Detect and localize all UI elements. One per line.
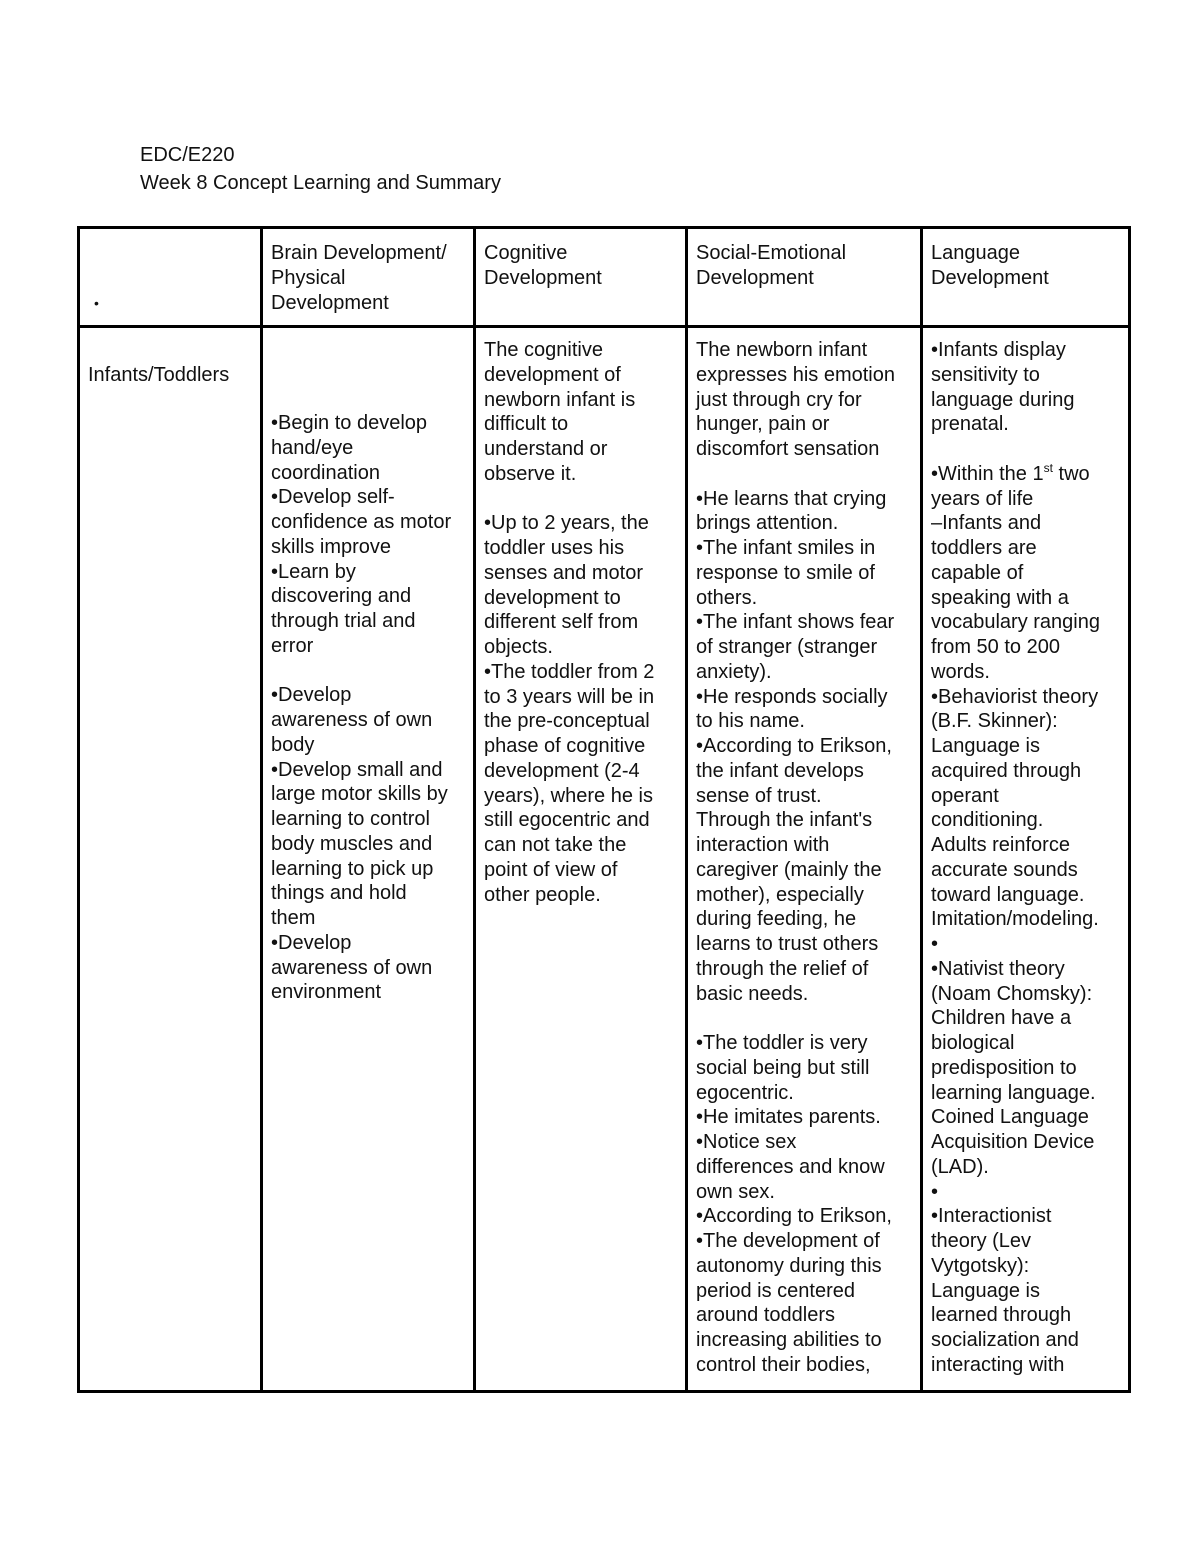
text-line: through the relief of bbox=[696, 957, 869, 980]
text-line bbox=[484, 487, 679, 512]
text-line: development of bbox=[484, 363, 621, 386]
text-line: Development bbox=[696, 266, 814, 289]
language-development-text bbox=[923, 328, 1128, 1378]
header-brain-development bbox=[262, 228, 475, 327]
text-line: just through cry for bbox=[696, 388, 862, 411]
column-heading bbox=[688, 229, 920, 291]
text-line: egocentric. bbox=[696, 1081, 794, 1104]
text-line: Development bbox=[271, 291, 389, 314]
text-line: learning language. bbox=[931, 1081, 1096, 1104]
text-line: skills improve bbox=[271, 535, 392, 558]
text-line: social being but still bbox=[696, 1056, 870, 1079]
text-line: •He imitates parents. bbox=[696, 1106, 881, 1129]
text-line: •Nativist theory bbox=[931, 957, 1065, 980]
text-line: accurate sounds bbox=[931, 858, 1078, 881]
text-line: •Notice sex bbox=[696, 1131, 797, 1153]
text-line: •The toddler from 2 bbox=[484, 660, 655, 683]
text-line: learning to pick up bbox=[271, 857, 434, 880]
column-heading bbox=[263, 229, 473, 315]
text-line: Development bbox=[931, 266, 1049, 289]
text-line: body muscles and bbox=[271, 832, 433, 855]
text-line: to his name. bbox=[696, 710, 805, 733]
text-line: discovering and bbox=[271, 585, 412, 608]
text-line: •According to Erikson, bbox=[696, 1205, 892, 1228]
text-line: from 50 to 200 bbox=[931, 636, 1060, 658]
text-line: Language bbox=[931, 242, 1020, 264]
text-line: •The toddler is very bbox=[696, 1032, 868, 1054]
table-header-row bbox=[79, 228, 1130, 327]
text-line: phase of cognitive bbox=[484, 735, 646, 757]
text-line: years), where he is bbox=[484, 784, 653, 807]
text-line: Cognitive bbox=[484, 242, 568, 264]
text-line: •Develop bbox=[271, 684, 352, 707]
text-line: Vytgotsky): bbox=[931, 1254, 1030, 1277]
language-first-years-post: two bbox=[1052, 462, 1090, 485]
text-line: Language is bbox=[931, 735, 1040, 757]
text-line: confidence as motor bbox=[271, 511, 452, 533]
text-line: •He learns that crying bbox=[696, 487, 887, 510]
text-line: Social-Emotional bbox=[696, 242, 847, 264]
text-line: autonomy during this bbox=[696, 1254, 882, 1277]
text-line: Acquisition Device bbox=[931, 1131, 1095, 1153]
text-line: during feeding, he bbox=[696, 908, 857, 931]
table-row bbox=[79, 327, 1130, 1392]
text-line: other people. bbox=[484, 883, 601, 906]
text-line: •Begin to develop bbox=[271, 412, 428, 434]
text-line: Language is bbox=[931, 1279, 1040, 1302]
text-line: •The infant smiles in bbox=[696, 537, 876, 559]
text-line: predisposition to bbox=[931, 1056, 1077, 1079]
course-code: EDC/E220 bbox=[140, 144, 235, 166]
text-line bbox=[696, 462, 914, 487]
text-line: awareness of own bbox=[271, 956, 433, 979]
text-line: the pre-conceptual bbox=[484, 710, 650, 733]
text-line: others. bbox=[696, 586, 758, 609]
text-line: Adults reinforce bbox=[931, 834, 1070, 856]
text-line: error bbox=[271, 634, 314, 657]
text-line: capable of bbox=[931, 561, 1024, 584]
text-line: years of life bbox=[931, 487, 1034, 510]
text-line: The cognitive bbox=[484, 339, 603, 361]
text-line: objects. bbox=[484, 636, 553, 658]
language-first-years-pre: •Within the 1 bbox=[931, 462, 1044, 485]
text-line: coordination bbox=[271, 461, 380, 484]
text-line: vocabulary ranging bbox=[931, 611, 1100, 634]
text-line: understand or bbox=[484, 438, 608, 460]
text-line: (LAD). bbox=[931, 1155, 989, 1178]
text-line bbox=[696, 1006, 914, 1031]
text-line: discomfort sensation bbox=[696, 438, 880, 460]
text-line: language during bbox=[931, 388, 1075, 411]
text-line: •Infants display bbox=[931, 339, 1066, 361]
text-line: • bbox=[931, 1180, 939, 1203]
text-line: •Up to 2 years, the bbox=[484, 512, 649, 535]
text-line: •According to Erikson, bbox=[696, 735, 892, 757]
text-line: the infant develops bbox=[696, 759, 864, 782]
text-line: prenatal. bbox=[931, 413, 1009, 436]
text-line: learned through bbox=[931, 1304, 1072, 1327]
text-line: •The infant shows fear bbox=[696, 611, 895, 634]
row-label: Infants/Toddlers bbox=[88, 364, 230, 386]
text-line: different self from bbox=[484, 611, 639, 634]
concept-summary-table bbox=[77, 226, 1131, 1393]
text-line: things and hold bbox=[271, 882, 407, 905]
brain-development-cell bbox=[262, 327, 475, 1392]
text-line: expresses his emotion bbox=[696, 363, 895, 386]
text-line: newborn infant is bbox=[484, 388, 636, 411]
text-line: through trial and bbox=[271, 610, 416, 632]
text-line: caregiver (mainly the bbox=[696, 858, 882, 881]
document-title: Week 8 Concept Learning and Summary bbox=[140, 172, 501, 194]
text-line: •Interactionist bbox=[931, 1205, 1052, 1228]
header-language-development bbox=[922, 228, 1130, 327]
text-line: body bbox=[271, 733, 315, 756]
social-emotional-development-cell bbox=[687, 327, 922, 1392]
brain-development-text bbox=[263, 328, 473, 1005]
text-line: of stranger (stranger bbox=[696, 636, 878, 658]
text-line: senses and motor bbox=[484, 561, 643, 584]
text-line: •Develop self- bbox=[271, 486, 395, 509]
text-line bbox=[931, 437, 1122, 462]
text-line: can not take the bbox=[484, 834, 627, 856]
text-line: socialization and bbox=[931, 1329, 1079, 1351]
text-line: interaction with bbox=[696, 834, 830, 856]
text-line: •Behaviorist theory bbox=[931, 685, 1099, 708]
corner-bullet: • bbox=[94, 295, 99, 311]
row-label-cell bbox=[79, 327, 262, 1392]
text-line: awareness of own bbox=[271, 709, 433, 731]
text-line: period is centered bbox=[696, 1279, 855, 1302]
text-line: anxiety). bbox=[696, 660, 772, 683]
text-line: theory (Lev bbox=[931, 1230, 1032, 1252]
text-line: large motor skills by bbox=[271, 783, 448, 806]
text-line: hand/eye bbox=[271, 436, 354, 459]
text-line: words. bbox=[931, 660, 990, 683]
text-line: • bbox=[931, 933, 939, 955]
text-line: point of view of bbox=[484, 858, 618, 881]
text-line: basic needs. bbox=[696, 982, 809, 1005]
cognitive-development-text bbox=[476, 328, 685, 907]
text-line: interacting with bbox=[931, 1353, 1065, 1376]
text-line: •He responds socially bbox=[696, 685, 888, 708]
text-line: around toddlers bbox=[696, 1304, 835, 1327]
text-line: •The development of bbox=[696, 1230, 880, 1252]
text-line: Coined Language bbox=[931, 1106, 1089, 1129]
text-line: learning to control bbox=[271, 808, 430, 830]
header-cognitive-development bbox=[475, 228, 687, 327]
column-heading bbox=[923, 229, 1128, 291]
text-line: increasing abilities to bbox=[696, 1329, 882, 1351]
text-line: response to smile of bbox=[696, 561, 875, 584]
text-line: –Infants and bbox=[931, 512, 1042, 535]
text-line: them bbox=[271, 907, 316, 929]
text-line: Children have a bbox=[931, 1007, 1072, 1030]
text-line: speaking with a bbox=[931, 586, 1069, 609]
language-text-part-a bbox=[931, 338, 1122, 462]
text-line: differences and know bbox=[696, 1155, 885, 1178]
language-development-cell bbox=[922, 327, 1130, 1392]
ordinal-superscript: st bbox=[1043, 460, 1053, 475]
text-line: own sex. bbox=[696, 1180, 775, 1203]
text-line: to 3 years will be in bbox=[484, 685, 655, 708]
text-line: sense of trust. bbox=[696, 784, 822, 807]
text-line: learns to trust others bbox=[696, 933, 879, 955]
text-line: hunger, pain or bbox=[696, 413, 830, 436]
column-heading bbox=[476, 229, 685, 291]
language-text-part-b bbox=[931, 487, 1122, 1378]
text-line: •Develop small and bbox=[271, 758, 443, 781]
text-line: •Learn by bbox=[271, 560, 356, 583]
text-line: difficult to bbox=[484, 413, 569, 436]
text-line: Development bbox=[484, 266, 602, 289]
text-line: acquired through bbox=[931, 759, 1082, 782]
text-line: Through the infant's bbox=[696, 809, 873, 832]
text-line: still egocentric and bbox=[484, 809, 650, 832]
text-line: observe it. bbox=[484, 462, 577, 485]
document-header bbox=[140, 141, 501, 197]
text-line: development (2-4 bbox=[484, 759, 640, 782]
text-line: (B.F. Skinner): bbox=[931, 710, 1058, 733]
text-line: biological bbox=[931, 1032, 1015, 1054]
cognitive-development-cell bbox=[475, 327, 687, 1392]
header-social-emotional-development bbox=[687, 228, 922, 327]
social-emotional-development-text bbox=[688, 328, 920, 1378]
text-line: The newborn infant bbox=[696, 339, 868, 361]
text-line: Physical bbox=[271, 266, 346, 289]
text-line: mother), especially bbox=[696, 883, 864, 906]
text-line: Brain Development/ bbox=[271, 242, 447, 264]
text-line: •Develop bbox=[271, 931, 352, 954]
text-line: toddlers are bbox=[931, 537, 1037, 559]
text-line: operant bbox=[931, 784, 999, 807]
text-line: development to bbox=[484, 586, 621, 609]
text-line: control their bodies, bbox=[696, 1353, 871, 1376]
text-line bbox=[271, 659, 467, 684]
text-line: toddler uses his bbox=[484, 537, 625, 559]
text-line: conditioning. bbox=[931, 809, 1044, 832]
text-line: Imitation/modeling. bbox=[931, 908, 1099, 931]
text-line: brings attention. bbox=[696, 512, 839, 535]
text-line: sensitivity to bbox=[931, 363, 1040, 386]
corner-cell bbox=[79, 228, 262, 327]
text-line: (Noam Chomsky): bbox=[931, 982, 1093, 1005]
text-line: environment bbox=[271, 981, 382, 1004]
language-first-years-line bbox=[931, 462, 1122, 487]
text-line: toward language. bbox=[931, 883, 1085, 906]
